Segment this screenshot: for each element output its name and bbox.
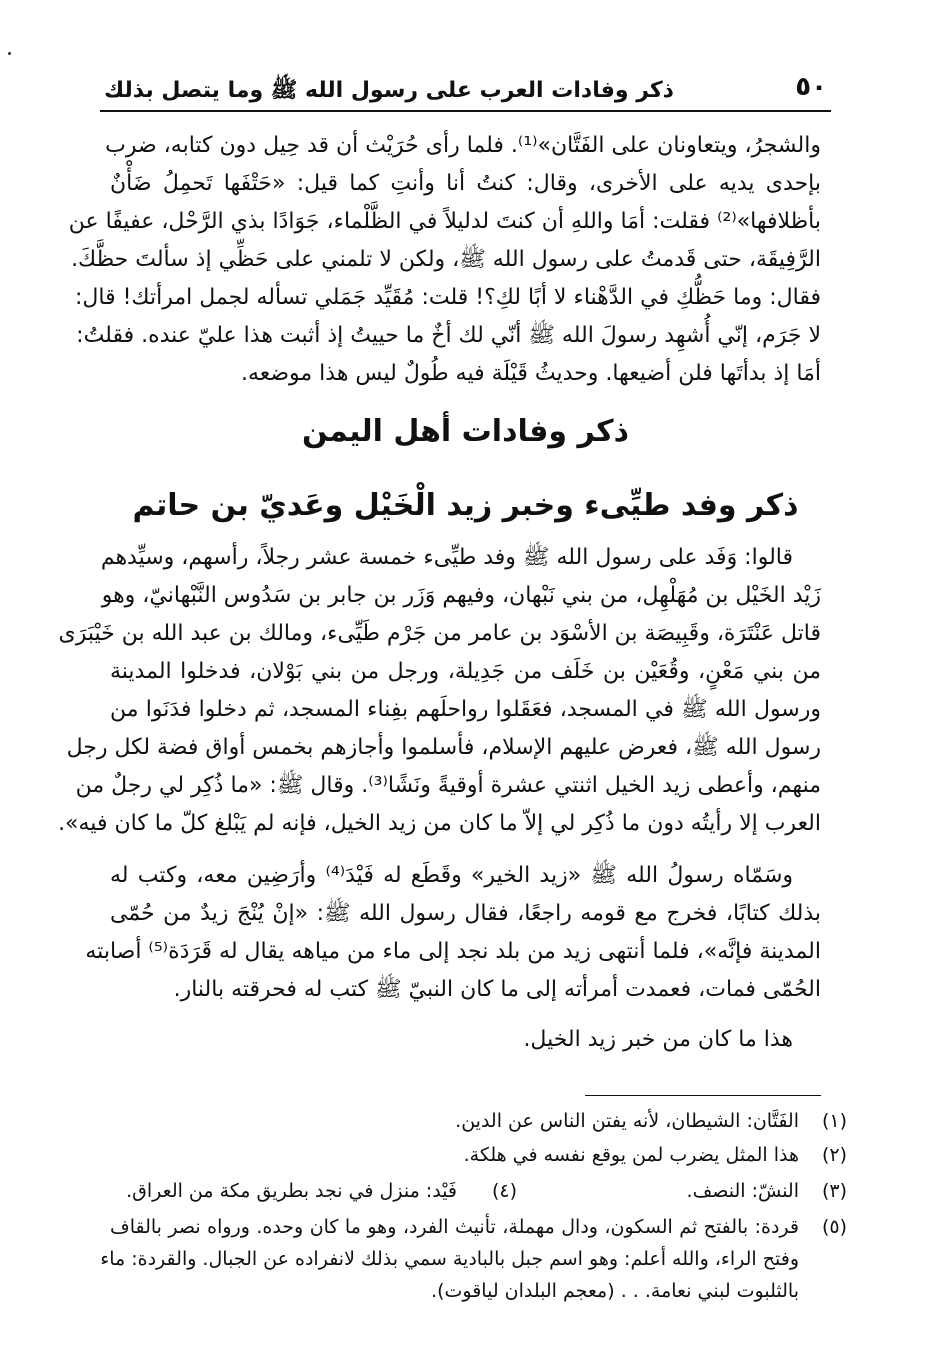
footnote-text: هذا المثل يضرب لمن يوقع نفسه في هلكة.	[463, 1144, 799, 1166]
body-line: المدينة فإنَّه»، فلما أنتهى زيد من بلد نجد إلى ماء من مياهه يقال له قَرَدَة⁽⁵⁾ أصابته	[85, 939, 821, 964]
subsection-heading: ذكر وفد طيِّىء وخبر زيد الْخَيْل وعَديّ بن حاتم	[132, 488, 799, 523]
footnote	[110, 1106, 847, 1138]
intro-line: لا جَرَم، إنّي أُشهِد رسولَ الله ﷺ أنّي لك أخٌ ما حييتُ إذ أثبت هذا عليّ عنده. فقلتُ:	[76, 323, 821, 348]
footnote-number: (١)	[821, 1110, 847, 1132]
footnote	[110, 1176, 847, 1208]
body-line: منهم، وأعطى زيد الخيل اثنتي عشرة أوقيةً ونَشًا⁽³⁾. وقال ﷺ: «ما ذُكِر لي رجلٌ من	[75, 773, 821, 798]
body-line: قالوا: وَفَد على رسول الله ﷺ وفد طيِّىء خمسة عشر رجلاً، رأسهم، وسيِّدهم	[100, 545, 793, 570]
page-header	[100, 66, 831, 112]
footnote-number: (٥)	[821, 1216, 847, 1238]
footnote-separator	[585, 1095, 821, 1096]
body-line: زَيْد الخَيْل بن مُهَلْهِل، من بني نَبْهان، وفيهم وَزَر بن جابر بن سَدُوس النَّبْهانيّ، وهو	[101, 583, 821, 608]
running-title: ذكر وفادات العرب على رسول الله ﷺ وما يتصل بذلك	[104, 78, 674, 103]
footnote	[110, 1140, 847, 1172]
body-line: وسَمّاه رسولُ الله ﷺ «زيد الخير» وقَطَع له فَيْدَ⁽⁴⁾ وأرَضِين معه، وكتب له	[110, 863, 793, 888]
footnote-text: فَيْد: منزل في نجد بطريق مكة من العراق.	[126, 1180, 457, 1202]
footnote-continuation	[100, 1244, 847, 1276]
intro-line: بأظلافها»⁽²⁾ فقلت: أمَا واللهِ أن كنتَ لدليلاً في الظَّلْماء، جَوَادًا بذي الرَّحْل، عفيفًا عن	[68, 209, 821, 234]
footnote-number: (٤)	[491, 1180, 517, 1202]
page-number: ٥٠	[795, 72, 827, 102]
body-line: الحُمّى فمات، فعمدت أمرأته إلى ما كان النبيّ ﷺ كتب له فحرقته بالنار.	[173, 977, 821, 1002]
section-heading: ذكر وفادات أهل اليمن	[302, 414, 629, 449]
body-line: من بني مَعْنٍ، وقُعَيْن بن خَلَف من جَدِيلة، ورجل من بني بَوْلان، فدخلوا المدينة	[110, 659, 821, 684]
body-line: العرب إلا رأيتُه دون ما ذُكِر لي إلاّ ما كان من زيد الخيل، فإنه لم يَبْلغ كلّ ما كان فيه».	[58, 811, 821, 836]
intro-line: أمَا إذ بدأتَها فلن أضيعها. وحديثُ قَيْلَة فيه طُولٌ ليس هذا موضعه.	[240, 361, 821, 386]
body-line: هذا ما كان من خبر زيد الخيل.	[523, 1027, 793, 1052]
intro-line: فقال: وما حَظُّكِ في الدَّهْناء لا أبًا لكِ؟! قلت: مُقَيِّد جَمَلي تسأله لجمل امرأتك! قال:	[74, 285, 821, 310]
body-line: بذلك كتابًا، فخرج مع قومه راجعًا، فقال رسول الله ﷺ: «إنْ يُنْجَ زيدٌ من حُمّى	[110, 901, 821, 926]
scan-speck	[8, 52, 11, 55]
footnote-text: وفتح الراء، والله أعلم: وهو اسم جبل بالبادية سمي بذلك لانفراده عن الجبال. والقردة: ماء	[100, 1248, 799, 1270]
footnote-number: (٢)	[821, 1144, 847, 1166]
footnote-text: بالثلبوت لبني نعامة. . . (معجم البلدان لياقوت).	[431, 1280, 799, 1302]
intro-line: بإحدى يديه على الأخرى، وقال: كنتُ أنا وأنتِ كما قيل: «حَتْفَها تَحمِلُ ضَأْنٌ	[110, 171, 821, 196]
intro-line: والشجرُ، ويتعاونان على الفَتَّان»⁽¹⁾. فلما رأى حُرَيْث أن قد حِيل دون كتابه، ضرب	[105, 133, 821, 158]
intro-line: الرَّفِيقَة، حتى قَدمتُ على رسول الله ﷺ، ولكن لا تلمني على حَظِّي إذ سألتَ حظَّكَ.	[71, 247, 821, 272]
footnote-text: قردة: بالفتح ثم السكون، ودال مهملة، تأنيث الفرد، وهو ما كان وحده. ورواه نصر بالقاف	[110, 1216, 799, 1238]
footnote-text: الفَتَّان: الشيطان، لأنه يفتن الناس عن الدين.	[455, 1110, 799, 1132]
footnote	[110, 1212, 847, 1244]
footnote-number: (٣)	[821, 1180, 847, 1202]
body-line: قاتل عَنْتَرَة، وقَبِيصَة بن الأسْوَد بن عامر من جَرْم طَيِّىء، ومالك بن عبد الله بن خَيْبَرَى	[58, 621, 821, 646]
footnote-continuation	[110, 1276, 847, 1308]
body-line: رسول الله ﷺ، فعرض عليهم الإسلام، فأسلموا وأجازهم بخمس أواق فضة لكل رجل	[66, 735, 821, 760]
body-line: ورسول الله ﷺ في المسجد، فعَقَلوا رواحلَهم بفِناء المسجد، ثم دخلوا فدَنَوا من	[110, 697, 821, 722]
footnote-text: النشّ: النصف.	[686, 1180, 799, 1202]
